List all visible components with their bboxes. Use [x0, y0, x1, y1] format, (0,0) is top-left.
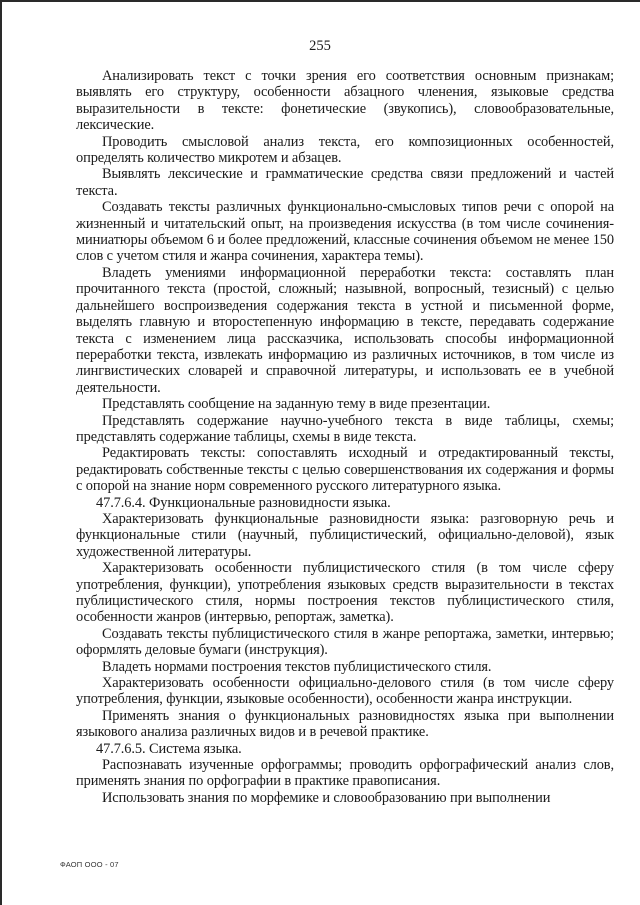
- page-number: 255: [309, 38, 331, 54]
- body-text: [76, 68, 614, 806]
- scan-edge-left: [0, 0, 2, 905]
- scan-edge-top: [0, 0, 640, 2]
- paragraph: Создавать тексты публицистического стиля в жанре репортажа, заметки, интервью; оформлять деловые бумаги (инструкция).: [76, 625, 614, 659]
- paragraph: Представлять содержание научно-учебного текста в виде таблицы, схемы; представлять содержание таблицы, схемы в виде текста.: [76, 412, 614, 445]
- paragraph: Применять знания о функциональных разновидностях языка при выполнении языкового анализа различных видов и в речевой практике.: [76, 707, 614, 741]
- paragraph: Характеризовать особенности официально-делового стиля (в том числе сферу употребления, функции, языковые особенности), особенности жанра инструкции.: [76, 675, 614, 708]
- section-heading: 47.7.6.4. Функциональные разновидности языка.: [96, 494, 391, 511]
- footer-document-code: ФАОП ООО - 07: [60, 860, 119, 869]
- paragraph: Владеть умениями информационной переработки текста: составлять план прочитанного текста (простой, сложный; назывной, вопросный, тезисный) с целью дальнейшего воспроизведения содержания текста в устной и письменной форме, выделять главную и второстепенную информацию в тексте, передавать содержание текста с изменением лица рассказчика, использовать способы информационной переработки текста, извлекать информацию из различных источников, в том числе из лингвистических словарей и справочной литературы, и использовать ее в учебной деятельности.: [76, 264, 614, 396]
- paragraph: Характеризовать функциональные разновидности языка: разговорную речь и функциональные стили (научный, публицистический, официально-деловой), язык художественной литературы.: [76, 510, 614, 560]
- paragraph: Проводить смысловой анализ текста, его композиционных особенностей, определять количество микротем и абзацев.: [76, 133, 614, 167]
- paragraph: Характеризовать особенности публицистического стиля (в том числе сферу употребления, функции), употребления языковых средств выразительности в текстах публицистического стиля, нормы построения текстов публицистического стиля, особенности жанров (интервью, репортаж, заметка).: [76, 560, 614, 626]
- paragraph: Представлять сообщение на заданную тему в виде презентации.: [102, 396, 491, 413]
- paragraph: Редактировать тексты: сопоставлять исходный и отредактированный тексты, редактировать собственные тексты с целью совершенствования их содержания и формы с опорой на знание норм современного русского литературного языка.: [76, 445, 614, 495]
- paragraph: Использовать знания по морфемике и словообразованию при выполнении: [102, 789, 551, 806]
- paragraph: Выявлять лексические и грамматические средства связи предложений и частей текста.: [76, 166, 614, 199]
- paragraph: Создавать тексты различных функционально-смысловых типов речи с опорой на жизненный и читательский опыт, на произведения искусства (в том числе сочинения-миниатюры объемом 6 и более предложений, классные сочинения объемом не менее 150 слов с учетом стиля и жанра сочинения, характера темы).: [76, 199, 614, 265]
- paragraph: Владеть нормами построения текстов публицистического стиля.: [102, 658, 492, 675]
- section-heading: 47.7.6.5. Система языка.: [96, 740, 242, 757]
- paragraph: Распознавать изученные орфограммы; проводить орфографический анализ слов, применять знания по орфографии в практике правописания.: [76, 757, 614, 790]
- paragraph: Анализировать текст с точки зрения его соответствия основным признакам; выявлять его структуру, особенности абзацного членения, языковые средства выразительности в тексте: фонетические (звукопись), словообразовательные, лексические.: [76, 68, 614, 134]
